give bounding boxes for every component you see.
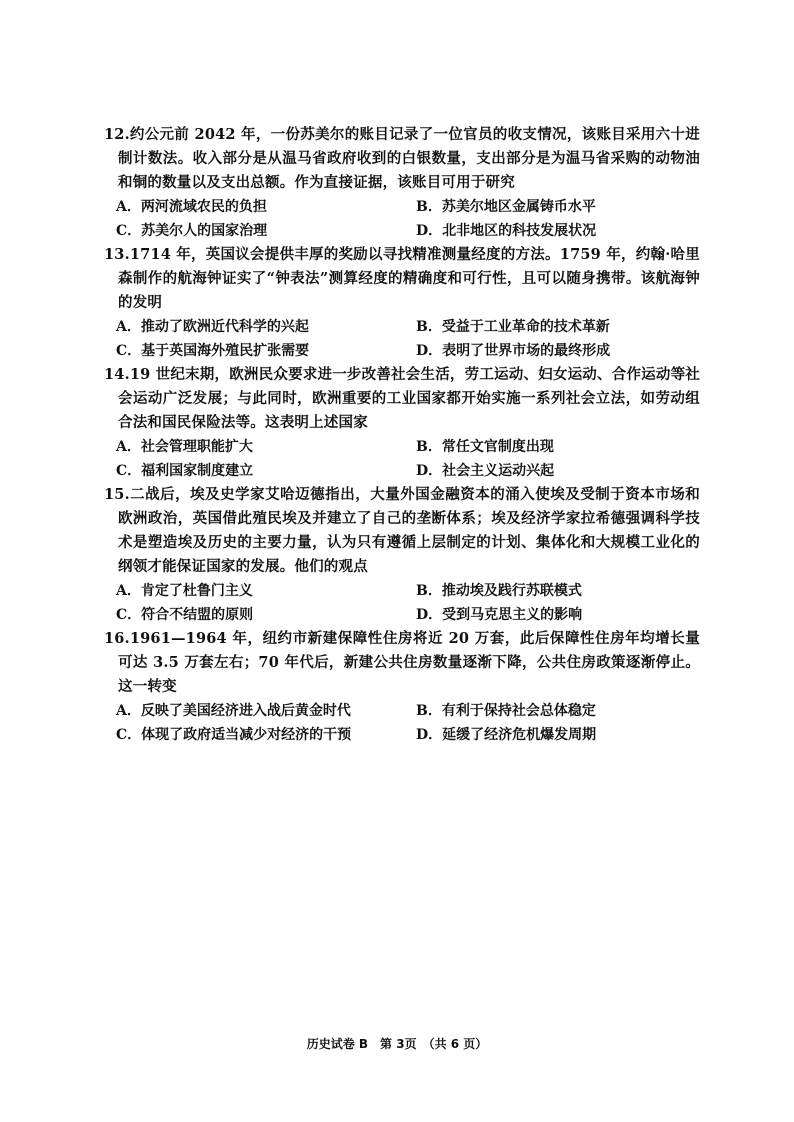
question-13 bbox=[104, 243, 700, 363]
option-c: C．基于英国海外殖民扩张需要 bbox=[116, 343, 310, 359]
question-15 bbox=[104, 483, 700, 627]
question-stem bbox=[104, 123, 700, 195]
question-text: 19 世纪末期，欧洲民众要求进一步改善社会生活，劳工运动、妇女运动、合作运动等社会运动广泛发展；与此同时，欧洲重要的工业国家都开始实施一系列社会立法，如劳动组合法和国民保险法等。这表明上述国家 bbox=[118, 366, 700, 431]
question-stem bbox=[104, 363, 700, 435]
question-text: 二战后，埃及史学家艾哈迈德指出，大量外国金融资本的涌入使埃及受制于资本市场和欧洲政治，英国借此殖民埃及并建立了自己的垄断体系；埃及经济学家拉希德强调科学技术是塑造埃及历史的主要力量，认为只有遵循上层制定的计划、集体化和大规模工业化的纲领才能保证国家的发展。他们的观点 bbox=[118, 486, 700, 575]
option-a: A．两河流域农民的负担 bbox=[116, 199, 267, 215]
question-text: 1961—1964 年，纽约市新建保障性住房将近 20 万套，此后保障性住房年均增长量可达 3.5 万套左右；70 年代后，新建公共住房数量逐渐下降，公共住房政策逐渐停止。这一转变 bbox=[118, 630, 700, 695]
option-c: C．体现了政府适当减少对经济的干预 bbox=[116, 727, 352, 743]
option-a: A．社会管理职能扩大 bbox=[116, 439, 253, 455]
question-text: 1714 年，英国议会提供丰厚的奖励以寻找精准测量经度的方法。1759 年，约翰·哈里森制作的航海钟证实了“钟表法”测算经度的精确度和可行性，且可以随身携带。该航海钟的发明 bbox=[118, 246, 700, 311]
option-b: B．苏美尔地区金属铸币水平 bbox=[416, 199, 596, 215]
option-d: D．社会主义运动兴起 bbox=[416, 463, 555, 479]
option-b: B．有利于保持社会总体稳定 bbox=[416, 703, 596, 719]
page-footer: 历史试卷 B 第 3页 （共 6 页） bbox=[306, 1037, 488, 1051]
question-stem bbox=[104, 483, 700, 579]
option-a: A．肯定了杜鲁门主义 bbox=[116, 583, 253, 599]
question-number: 15. bbox=[104, 486, 130, 503]
question-number: 14. bbox=[104, 366, 130, 383]
question-number: 16. bbox=[104, 630, 130, 647]
option-c: C．福利国家制度建立 bbox=[116, 463, 254, 479]
question-16 bbox=[104, 627, 700, 747]
question-number: 12. bbox=[104, 126, 130, 143]
option-c: C．符合不结盟的原则 bbox=[116, 607, 254, 623]
option-grid bbox=[116, 195, 700, 243]
option-b: B．常任文官制度出现 bbox=[416, 439, 554, 455]
question-list bbox=[104, 123, 700, 747]
option-c: C．苏美尔人的国家治理 bbox=[116, 223, 268, 239]
option-d: D．北非地区的科技发展状况 bbox=[416, 223, 597, 239]
question-stem bbox=[104, 627, 700, 699]
option-grid bbox=[116, 435, 700, 483]
option-a: A．反映了美国经济进入战后黄金时代 bbox=[116, 703, 351, 719]
option-grid bbox=[116, 579, 700, 627]
question-number: 13. bbox=[104, 246, 130, 263]
option-d: D．受到马克思主义的影响 bbox=[416, 607, 583, 623]
question-14 bbox=[104, 363, 700, 483]
option-grid bbox=[116, 315, 700, 363]
option-grid bbox=[116, 699, 700, 747]
question-text: 约公元前 2042 年，一份苏美尔的账目记录了一位官员的收支情况，该账目采用六十进制计数法。收入部分是从温马省政府收到的白银数量，支出部分是为温马省采购的动物油和铜的数量以及支出总额。作为直接证据，该账目可用于研究 bbox=[118, 126, 700, 191]
option-b: B．受益于工业革命的技术革新 bbox=[416, 319, 610, 335]
option-a: A．推动了欧洲近代科学的兴起 bbox=[116, 319, 309, 335]
option-d: D．延缓了经济危机爆发周期 bbox=[416, 727, 597, 743]
question-12 bbox=[104, 123, 700, 243]
question-stem bbox=[104, 243, 700, 315]
option-b: B．推动埃及践行苏联模式 bbox=[416, 583, 582, 599]
option-d: D．表明了世界市场的最终形成 bbox=[416, 343, 611, 359]
